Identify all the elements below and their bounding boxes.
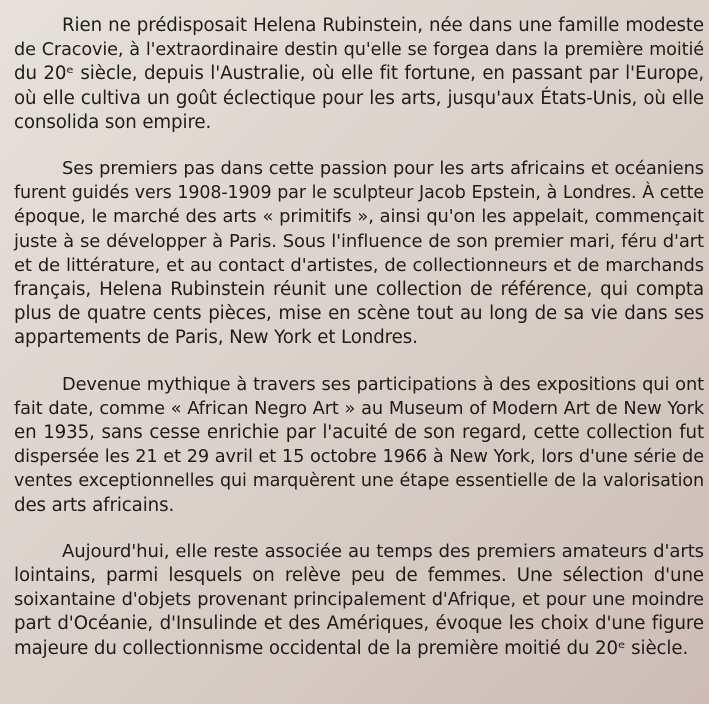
text-line: Rien ne prédisposait Helena Rubinstein, née dans une famille modeste [62,15,704,36]
text-line: juste à se développer à Paris. Sous l'influence de son premier mari, féru d'art [14,230,704,252]
text-line: part d'Océanie, d'Insulinde et des Amériques, évoque les choix d'une figure [14,613,704,635]
paragraph-3 [14,373,704,518]
text-line: français, Helena Rubinstein réunit une collection de référence, qui compta [14,279,704,301]
text-line: plus de quatre cents pièces, mise en scène tout au long de sa vie dans ses [14,303,704,325]
text-line: majeure du collectionnisme occidental de la première moitié du 20ᵉ siècle. [14,637,689,659]
text-line: où elle cultiva un goût éclectique pour les arts, jusqu'aux États-Unis, où elle [14,87,704,109]
text-line: soixantaine d'objets provenant principalement d'Afrique, et pour une moindre [14,590,704,611]
paragraph-2 [14,157,704,351]
text-line: furent guidés vers 1908-1909 par le sculpteur Jacob Epstein, à Londres. À cette [14,183,704,204]
text-line: des arts africains. [14,494,175,516]
text-line: et de littérature, et au contact d'artistes, de collectionneurs et de marchands [14,254,704,276]
text-line: appartements de Paris, New York et Londres. [14,327,418,349]
paragraph-1 [14,14,704,135]
text-line: de Cracovie, à l'extraordinaire destin qu'elle se forgea dans la première moitié [14,40,704,61]
paragraph-4 [14,540,704,661]
text-line: époque, le marché des arts « primitifs », ainsi qu'on les appelait, commençait [14,206,704,228]
text-line: dispersée les 21 et 29 avril et 15 octobre 1966 à New York, lors d'une série de [14,447,704,468]
text-line: en 1935, sans cesse enrichie par l'acuité de son regard, cette collection fut [14,422,704,444]
text-line: du 20ᵉ siècle, depuis l'Australie, où elle fit fortune, en passant par l'Europe, [14,63,704,85]
text-line: Ses premiers pas dans cette passion pour les arts africains et océaniens [62,158,704,180]
text-line: consolida son empire. [14,111,212,133]
text-line: fait date, comme « African Negro Art » au Museum of Modern Art de New York [14,398,704,419]
text-line: ventes exceptionnelles qui marquèrent une étape essentielle de la valorisation [14,471,704,492]
text-line: Devenue mythique à travers ses participations à des expositions qui ont [62,373,704,395]
text-line: lointains, parmi lesquels on relève peu de femmes. Une sélection d'une [14,565,704,587]
text-panel [14,14,704,683]
text-line: Aujourd'hui, elle reste associée au temps des premiers amateurs d'arts [62,540,704,562]
